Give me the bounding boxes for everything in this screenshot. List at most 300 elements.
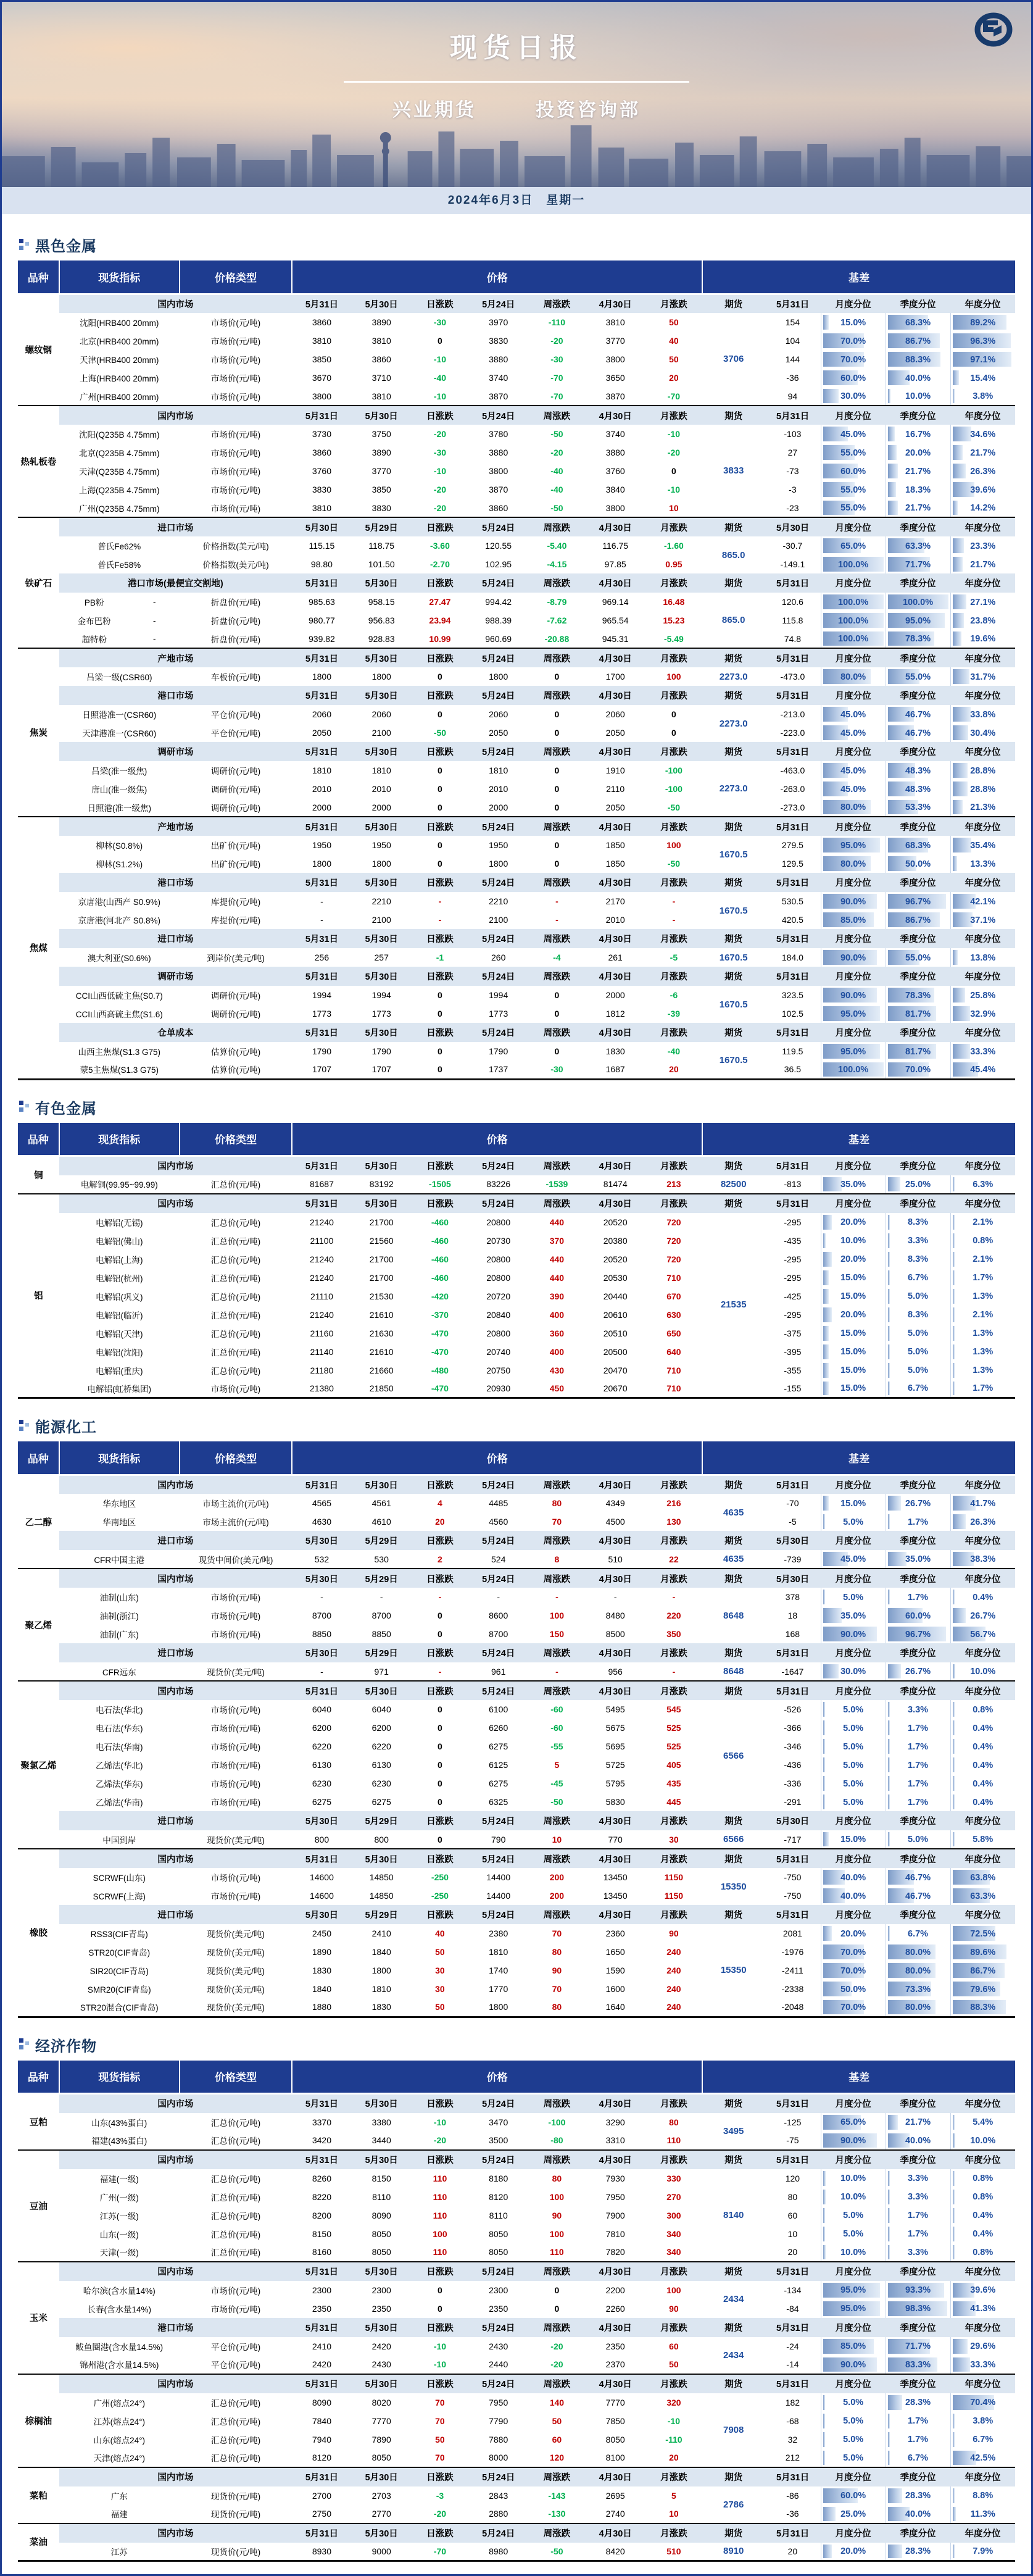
table-row (18, 1943, 1015, 1961)
column-date-label: 月度分位 (821, 294, 886, 313)
percentile-value: 46.7% (905, 709, 931, 720)
percentile-value: 80.0% (905, 1947, 931, 1957)
price-cell: 6230 (312, 1778, 331, 1788)
market-label: 调研市场 (59, 967, 292, 986)
indicator-cell: 柳林(S0.8%) (96, 841, 143, 851)
price-cell: 6125 (489, 1760, 508, 1770)
price-type-cell: 出矿价(元/吨) (210, 841, 261, 851)
table-row (18, 350, 1015, 369)
percentile-cell (950, 761, 1015, 780)
column-date-label: 月度分位 (821, 873, 886, 892)
percentile-bar (953, 988, 966, 1002)
column-date-label: 年度分位 (950, 686, 1015, 705)
futures-cell: 6566 (723, 1834, 744, 1844)
change-cell: 450 (549, 1383, 565, 1393)
percentile-value: 50.0% (840, 1984, 866, 1995)
column-date-label: 日涨跌 (412, 1905, 469, 1924)
price-cell: 3370 (312, 2117, 331, 2127)
indicator-cell: 电石法(华东) (96, 1724, 143, 1733)
market-subheader-row (18, 1531, 1015, 1550)
percentile-bar (823, 2432, 825, 2447)
percentile-value: 28.3% (905, 2546, 931, 2557)
price-cell: 985.63 (309, 597, 335, 607)
change-cell: -39 (667, 1009, 681, 1019)
percentile-value: 41.7% (970, 1498, 996, 1509)
column-date-label: 5月30日 (352, 648, 412, 667)
column-date-label: 5月24日 (468, 517, 528, 536)
percentile-cell (950, 948, 1015, 967)
column-date-label: 日涨跌 (412, 2467, 469, 2486)
price-type-cell: 现货价(美元/吨) (207, 1930, 265, 1939)
price-cell: 6100 (489, 1704, 508, 1714)
percentile-value: 45.0% (840, 728, 866, 738)
table-row (18, 836, 1015, 854)
table-row (18, 1287, 1015, 1306)
price-cell: 3830 (371, 502, 391, 513)
price-cell: 20840 (486, 1309, 511, 1320)
column-date-label: 月涨跌 (645, 1194, 703, 1213)
indicator-cell: 江苏(一级) (99, 2211, 139, 2221)
column-date-label: 5月29日 (352, 1643, 412, 1662)
change-cell: 100 (666, 2285, 681, 2295)
price-cell: 14850 (369, 1891, 394, 1901)
price-cell: 120.55 (485, 541, 512, 551)
percentile-value: 80.0% (840, 802, 866, 812)
price-cell: 2350 (489, 2303, 508, 2314)
change-cell: 0 (554, 765, 560, 775)
column-date-label: 期货 (702, 742, 765, 761)
column-date-label: 5月31日 (765, 929, 821, 948)
basis-cell: 102.5 (781, 1009, 803, 1019)
change-cell: -50 (550, 502, 563, 513)
percentile-value: 1.7% (908, 2211, 929, 2220)
price-cell: 8110 (372, 2191, 391, 2202)
percentile-value: 5.0% (908, 1328, 929, 1338)
price-cell: 2000 (371, 802, 391, 812)
basis-cell: 32 (787, 2434, 798, 2445)
percentile-value: 90.0% (840, 2359, 866, 2370)
column-date-label: 季度分位 (886, 967, 950, 986)
column-date-label: 年度分位 (950, 517, 1015, 536)
indicator-cell: 电解铝(上海) (96, 1255, 143, 1265)
futures-cell: 8140 (723, 2209, 744, 2220)
percentile-value: 0.4% (973, 1797, 994, 1807)
column-date-label: 月涨跌 (645, 967, 703, 986)
percentile-value: 2.1% (973, 1217, 994, 1227)
column-date-label: 周涨跌 (528, 1811, 586, 1830)
percentile-cell (886, 1042, 950, 1061)
percentile-value: 13.3% (970, 859, 996, 869)
percentile-bar (888, 389, 890, 403)
column-date-label: 周涨跌 (528, 2524, 586, 2543)
column-date-label: 日涨跌 (412, 517, 469, 536)
table-header-row (18, 1441, 1015, 1475)
percentile-cell (821, 2356, 886, 2374)
price-cell: 3870 (489, 391, 508, 401)
basis-cell: -813 (784, 1179, 802, 1189)
price-type-cell: 市场价(元/吨) (210, 392, 261, 402)
indicator-cell: 广州(一级) (99, 2193, 139, 2203)
change-cell: -20 (550, 336, 563, 346)
basis-cell: 2081 (782, 1928, 802, 1938)
percentile-cell (950, 1213, 1015, 1232)
percentile-value: 40.0% (840, 1872, 866, 1883)
price-cell: 8100 (605, 2453, 625, 2462)
percentile-value: 30.0% (840, 391, 866, 401)
column-date-label: 5月24日 (468, 742, 528, 761)
basis-cell: 94 (787, 391, 798, 401)
percentile-cell (950, 1232, 1015, 1250)
percentile-cell (950, 1380, 1015, 1398)
basis-cell: -149.1 (780, 559, 805, 569)
price-type-cell: 市场价(元/吨) (210, 1593, 261, 1603)
col-price-type-header: 价格类型 (180, 261, 292, 294)
percentile-value: 33.3% (970, 1046, 996, 1057)
indicator-cell: 电石法(华南) (96, 1743, 143, 1752)
price-cell: 7840 (312, 2416, 331, 2426)
percentile-cell (886, 1343, 950, 1361)
percentile-value: 53.3% (905, 802, 931, 812)
column-date-label: 季度分位 (886, 2467, 950, 2486)
price-cell: 2740 (605, 2509, 625, 2519)
indicator-cell: 山西主焦煤(S1.3 G75) (78, 1048, 161, 1057)
section-能源化工 (18, 1415, 1015, 2018)
price-cell: 8050 (605, 2434, 625, 2445)
column-date-label: 月度分位 (821, 2262, 886, 2281)
basis-cell: 60 (787, 2210, 798, 2220)
change-cell: 200 (549, 1872, 565, 1882)
indicator-cell: 电解铜(99.95~99.99) (80, 1180, 158, 1190)
price-type-cell: 平仓价(元/吨) (210, 729, 261, 738)
percentile-cell (886, 2430, 950, 2449)
percentile-cell (886, 1380, 950, 1398)
percentile-bar (823, 2451, 825, 2465)
price-cell: 6220 (312, 1741, 331, 1751)
futures-cell: 2273.0 (719, 783, 748, 794)
percentile-bar (953, 2208, 955, 2223)
price-type-cell: 汇总价(元/吨) (210, 2211, 261, 2221)
col-price-header: 价格 (292, 1441, 702, 1475)
percentile-cell (821, 911, 886, 929)
percentile-value: 5.0% (908, 1365, 929, 1375)
percentile-cell (950, 536, 1015, 555)
price-table (18, 261, 1015, 1080)
column-date-label: 5月31日 (765, 1905, 821, 1924)
table-row (18, 1324, 1015, 1343)
price-cell: 8150 (371, 2173, 391, 2183)
banner (2, 2, 1031, 187)
change-cell: 100 (549, 1611, 565, 1620)
change-cell: -10 (433, 2117, 447, 2127)
column-date-label: 季度分位 (886, 2318, 950, 2337)
percentile-value: 5.0% (843, 2453, 864, 2463)
price-type-cell: 现货价(美元/吨) (207, 1667, 265, 1677)
price-cell: 969.14 (602, 597, 629, 607)
col-basis-header: 基差 (702, 2061, 1015, 2094)
change-cell: - (555, 915, 558, 925)
change-cell: 110 (433, 2173, 447, 2183)
percentile-cell (950, 2225, 1015, 2243)
market-subheader-row (18, 1811, 1015, 1830)
percentile-value: 1.7% (908, 2435, 929, 2445)
market-label: 国内市场 (59, 1569, 292, 1588)
percentile-cell (950, 425, 1015, 443)
percentile-cell (821, 1719, 886, 1737)
percentile-bar (888, 2395, 902, 2410)
column-date-label: 4月30日 (586, 1905, 645, 1924)
column-date-label: 期货 (702, 2374, 765, 2393)
market-subheader-row (18, 2467, 1015, 2486)
column-date-label: 月涨跌 (645, 817, 703, 836)
column-date-label: 月涨跌 (645, 2150, 703, 2169)
change-cell: 80 (669, 2117, 679, 2127)
price-type-cell: 市场价(元/吨) (210, 1874, 261, 1883)
percentile-bar (953, 1794, 955, 1809)
percentile-cell (821, 2412, 886, 2430)
percentile-cell (886, 1361, 950, 1380)
price-cell: 939.82 (309, 633, 335, 644)
price-cell: 14400 (486, 1872, 511, 1882)
percentile-cell (950, 2486, 1015, 2505)
price-cell: 260 (491, 952, 506, 962)
price-cell: 14600 (309, 1891, 334, 1901)
column-date-label: 5月31日 (292, 573, 352, 593)
column-date-label: 5月30日 (765, 1811, 821, 1830)
price-cell: 9000 (371, 2546, 391, 2556)
column-date-label: 年度分位 (950, 1849, 1015, 1868)
table-row (18, 1737, 1015, 1756)
basis-cell: -2338 (781, 1984, 804, 1994)
basis-cell: 74.8 (784, 633, 802, 644)
col-price-header: 价格 (292, 2061, 702, 2094)
percentile-value: 100.0% (838, 597, 869, 607)
column-date-label: 4月30日 (586, 2374, 645, 2393)
indicator-cell: 柳林(S1.2%) (96, 860, 143, 869)
indicator-cell: 广州(熔点24°) (93, 2398, 145, 2408)
price-type-cell: 市场价(元/吨) (210, 319, 261, 328)
change-cell: -70 (550, 391, 563, 401)
column-date-label: 5月31日 (292, 873, 352, 892)
column-date-label: 月涨跌 (645, 929, 703, 948)
change-cell: 70 (552, 1928, 562, 1938)
column-date-label: 期货 (702, 1156, 765, 1175)
percentile-cell (886, 1998, 950, 2017)
price-cell: 7950 (489, 2397, 508, 2407)
percentile-value: 89.6% (970, 1947, 996, 1957)
price-cell: 1790 (312, 1046, 331, 1056)
percentile-bar (823, 1720, 825, 1735)
price-cell: 14850 (369, 1872, 394, 1882)
percentile-bar (953, 427, 971, 441)
column-date-label: 5月24日 (468, 648, 528, 667)
column-date-label: 5月31日 (292, 2094, 352, 2113)
price-type-cell: 汇总价(元/吨) (210, 1236, 261, 1246)
percentile-cell (950, 836, 1015, 854)
column-date-label: 季度分位 (886, 873, 950, 892)
indicator-cell: 普氏Fe58% (97, 561, 141, 570)
price-cell: 115.15 (309, 541, 335, 551)
column-date-label: 季度分位 (886, 1156, 950, 1175)
price-cell: 7770 (371, 2416, 391, 2426)
price-cell: 1994 (371, 990, 391, 1000)
column-date-label: 年度分位 (950, 294, 1015, 313)
price-cell: 1880 (312, 2002, 331, 2012)
percentile-value: 15.0% (840, 1291, 866, 1301)
percentile-value: 81.7% (905, 1046, 931, 1057)
indicator-cell: 电解铝(佛山) (96, 1236, 143, 1246)
table-row (18, 2430, 1015, 2449)
table-row (18, 1868, 1015, 1886)
change-cell: 110 (433, 2247, 447, 2257)
section-title (19, 2034, 1015, 2056)
change-cell: 110 (433, 2210, 447, 2220)
price-cell: 3860 (489, 502, 508, 513)
percentile-cell (821, 2449, 886, 2467)
price-cell: 2000 (312, 802, 331, 812)
price-cell: 8600 (489, 1611, 508, 1620)
change-cell: 390 (549, 1291, 565, 1301)
price-cell: 8050 (371, 2453, 391, 2462)
column-date-label: 5月31日 (765, 2524, 821, 2543)
price-cell: 7880 (489, 2434, 508, 2445)
change-cell: 0 (438, 765, 442, 775)
column-date-label: 月涨跌 (645, 1475, 703, 1494)
price-cell: 21180 (310, 1365, 334, 1375)
column-date-label: 日涨跌 (412, 1643, 469, 1662)
col-price-type-header: 价格类型 (180, 1441, 292, 1475)
column-date-label: 4月30日 (586, 294, 645, 313)
change-cell: 20 (669, 2453, 679, 2462)
basis-cell: -366 (784, 1723, 802, 1733)
change-cell: 16.48 (663, 597, 685, 607)
change-cell: 0 (438, 859, 442, 869)
price-cell: 21160 (310, 1328, 334, 1338)
percentile-bar (823, 1252, 832, 1267)
change-cell: 0 (671, 709, 676, 719)
percentile-bar (953, 389, 955, 403)
percentile-value: 100.0% (838, 559, 869, 570)
percentile-value: 63.3% (970, 1891, 996, 1901)
price-cell: 21100 (310, 1235, 334, 1246)
percentile-value: 8.8% (973, 2491, 994, 2501)
price-cell: 83226 (486, 1179, 511, 1189)
percentile-cell (950, 2430, 1015, 2449)
percentile-cell (886, 2393, 950, 2412)
change-cell: 0 (438, 1760, 442, 1770)
change-cell: 525 (666, 1741, 681, 1751)
column-date-label: 季度分位 (886, 1569, 950, 1588)
percentile-cell (950, 555, 1015, 573)
price-type-cell: 汇总价(元/吨) (210, 1180, 261, 1190)
market-label: 国内市场 (59, 2150, 292, 2169)
market-label: 国内市场 (59, 1156, 292, 1175)
price-cell: 3800 (312, 391, 331, 401)
column-date-label: 季度分位 (886, 686, 950, 705)
percentile-value: 98.3% (905, 2304, 931, 2314)
basis-cell: -739 (784, 1554, 802, 1564)
indicator-cell: 电解铝(沈阳) (96, 1348, 143, 1357)
basis-cell: -23 (786, 502, 799, 513)
percentile-value: 0.8% (973, 2174, 994, 2183)
percentile-bar (888, 2245, 890, 2259)
percentile-cell (886, 536, 950, 555)
indicator-cell: 天津(HRB400 20mm) (80, 356, 159, 365)
percentile-cell (821, 1061, 886, 1079)
market-subheader-row (18, 1681, 1015, 1700)
price-cell: 6200 (312, 1723, 331, 1733)
percentile-value: 32.9% (970, 1009, 996, 1019)
percentile-bar (823, 2190, 826, 2204)
percentile-bar (953, 501, 958, 515)
price-table (18, 1123, 1015, 1399)
price-type-cell: 车板价(元/吨) (210, 673, 261, 682)
price-type-cell: 平仓价(元/吨) (210, 2342, 261, 2352)
percentile-value: 68.3% (905, 317, 931, 328)
column-date-label: 4月30日 (586, 2094, 645, 2113)
basis-cell: 144 (785, 354, 800, 364)
table-row (18, 2449, 1015, 2467)
change-cell: 0 (438, 2285, 442, 2295)
change-cell: 1150 (664, 1891, 684, 1901)
price-cell: 2880 (489, 2509, 508, 2519)
percentile-bar (823, 1344, 829, 1359)
price-cell: 1640 (605, 2002, 625, 2012)
price-type-cell: 现货价(美元/吨) (207, 2003, 265, 2013)
change-cell: -370 (431, 1309, 449, 1320)
column-date-label: 5月24日 (468, 1569, 528, 1588)
change-cell: -7.62 (547, 615, 567, 625)
species-cell: 棕榈油 (18, 2374, 59, 2467)
basis-cell: -24 (786, 2341, 799, 2351)
percentile-value: 31.7% (970, 672, 996, 682)
price-cell: 3860 (371, 354, 391, 364)
percentile-cell (886, 2299, 950, 2318)
percentile-cell (821, 1943, 886, 1961)
column-date-label: 周涨跌 (528, 2094, 586, 2113)
column-date-label: 5月24日 (468, 1811, 528, 1830)
percentile-value: 95.0% (905, 615, 931, 626)
market-label: 国内市场 (59, 2094, 292, 2113)
market-subheader-row (18, 2318, 1015, 2337)
percentile-cell (886, 667, 950, 686)
table-row (18, 1550, 1015, 1569)
indicator-cell: 江苏 (110, 2547, 128, 2557)
column-date-label: 年度分位 (950, 817, 1015, 836)
percentile-cell (886, 369, 950, 387)
percentile-bar (823, 1215, 832, 1230)
indicator-cell: 山东(一级) (99, 2230, 139, 2240)
percentile-cell (886, 780, 950, 798)
percentile-value: 5.0% (843, 1592, 864, 1603)
price-cell: 2420 (371, 2341, 391, 2351)
percentile-cell (821, 705, 886, 723)
percentile-value: 21.3% (970, 802, 996, 812)
market-subheader-row (18, 1194, 1015, 1213)
percentile-value: 11.3% (970, 2509, 995, 2519)
percentile-bar (953, 464, 966, 478)
percentile-bar (953, 1832, 955, 1846)
change-cell: 80 (552, 2173, 562, 2183)
column-date-label: 年度分位 (950, 1156, 1015, 1175)
percentile-value: 21.7% (970, 559, 996, 570)
percentile-value: 80.0% (840, 672, 866, 682)
percentile-value: 5.0% (843, 2416, 864, 2426)
percentile-cell (950, 1343, 1015, 1361)
column-date-label: 季度分位 (886, 294, 950, 313)
table-row (18, 705, 1015, 723)
price-type-cell: 折盘价(元/吨) (210, 617, 261, 626)
indicator-cell: SMR20(CIF青岛) (87, 1985, 151, 1995)
